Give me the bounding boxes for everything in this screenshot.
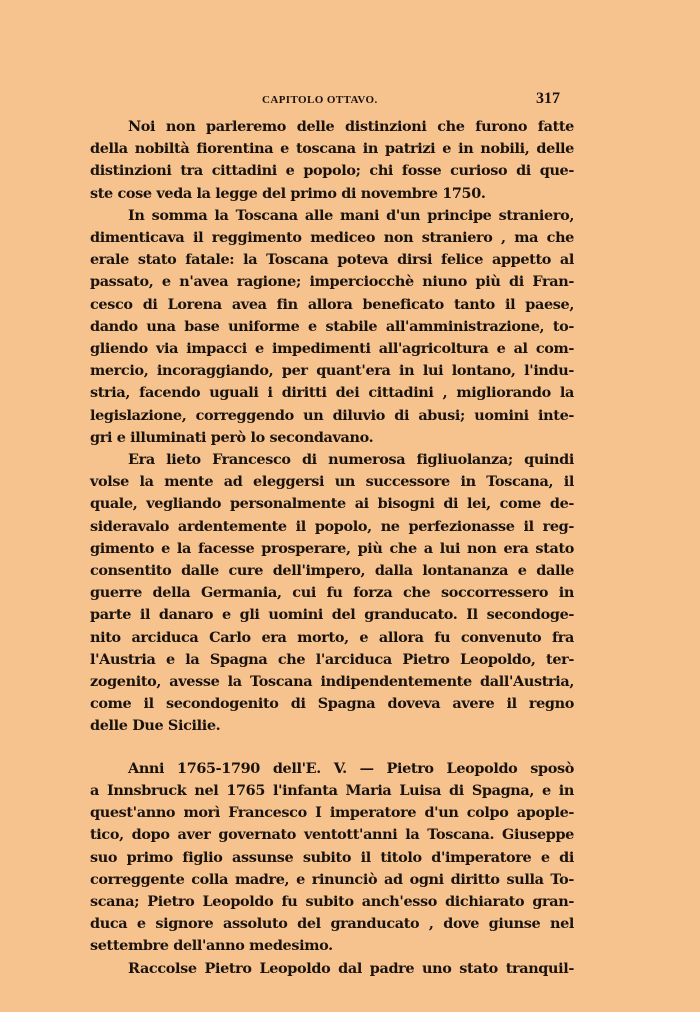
text-line: passato, e n'avea ragione; imperciocchè niuno più di Fran- bbox=[90, 273, 574, 291]
text-line: l'Austria e la Spagna che l'arciduca Pietro Leopoldo, ter- bbox=[90, 650, 574, 668]
page-number: 317 bbox=[536, 90, 560, 107]
text-line: ste cose veda la legge del primo di novembre 1750. bbox=[90, 184, 486, 202]
paragraph-2 bbox=[90, 205, 574, 449]
text-line: a Innsbruck nel 1765 l'infanta Maria Luisa di Spagna, e in bbox=[90, 781, 574, 799]
text-line: delle Due Sicilie. bbox=[90, 717, 221, 735]
text-line: nito arciduca Carlo era morto, e allora fu convenuto fra bbox=[90, 628, 574, 646]
text-line: Raccolse Pietro Leopoldo dal padre uno stato tranquil- bbox=[128, 959, 574, 977]
paragraph-3 bbox=[90, 449, 574, 738]
paragraph-1 bbox=[90, 116, 574, 205]
text-line: suo primo figlio assunse subito il titolo d'imperatore e di bbox=[90, 848, 574, 866]
text-line: scana; Pietro Leopoldo fu subito anch'esso dichiarato gran- bbox=[90, 892, 574, 910]
text-line: correggente colla madre, e rinunciò ad ogni diritto sulla To- bbox=[90, 870, 574, 888]
text-line: tico, dopo aver governato ventott'anni la Toscana. Giuseppe bbox=[90, 826, 574, 844]
text-line: consentito dalle cure dell'impero, dalla lontananza e dalle bbox=[90, 562, 574, 580]
text-line: erale stato fatale: la Toscana poteva dirsi felice appetto al bbox=[90, 251, 574, 269]
text-line: gri e illuminati però lo secondavano. bbox=[90, 428, 374, 446]
text-line: gimento e la facesse prosperare, più che a lui non era stato bbox=[90, 539, 574, 557]
text-line: quale, vegliando personalmente ai bisogni di lei, come de- bbox=[90, 495, 574, 513]
body-text bbox=[90, 116, 574, 980]
text-line: della nobiltà fiorentina e toscana in patrizi e in nobili, delle bbox=[90, 140, 574, 158]
book-page bbox=[90, 90, 574, 980]
text-line: dimenticava il reggimento mediceo non straniero , ma che bbox=[90, 229, 574, 247]
text-line: duca e signore assoluto del granducato , dove giunse nel bbox=[90, 915, 574, 933]
text-line: Noi non parleremo delle distinzioni che furono fatte bbox=[128, 118, 574, 135]
text-line: cesco di Lorena avea fin allora beneficato tanto il paese, bbox=[90, 295, 574, 313]
text-line: legislazione, correggendo un diluvio di abusi; uomini inte- bbox=[90, 406, 574, 424]
chapter-title: CAPITOLO OTTAVO. bbox=[262, 94, 378, 106]
text-line: settembre dell'anno medesimo. bbox=[90, 937, 333, 955]
text-line: sideravalo ardentemente il popolo, ne perfezionasse il reg- bbox=[90, 517, 574, 535]
paragraph-4 bbox=[90, 758, 574, 958]
section-gap bbox=[90, 738, 574, 758]
text-line: quest'anno morì Francesco I imperatore d'un colpo apople- bbox=[90, 804, 574, 822]
text-line: come il secondogenito di Spagna doveva avere il regno bbox=[90, 695, 574, 713]
text-line: gliendo via impacci e impedimenti all'agricoltura e al com- bbox=[90, 340, 574, 358]
paragraph-5 bbox=[90, 958, 574, 980]
text-line: dando una base uniforme e stabile all'amministrazione, to- bbox=[90, 317, 574, 335]
text-line: guerre della Germania, cui fu forza che soccorressero in bbox=[90, 584, 574, 602]
text-line: In somma la Toscana alle mani d'un principe straniero, bbox=[128, 206, 574, 224]
running-header bbox=[90, 90, 574, 116]
text-line: Anni 1765-1790 dell'E. V. — Pietro Leopoldo sposò bbox=[128, 759, 574, 777]
text-line: Era lieto Francesco di numerosa figliuolanza; quindi bbox=[128, 451, 574, 469]
text-line: zogenito, avesse la Toscana indipendentemente dall'Austria, bbox=[90, 673, 574, 691]
text-line: mercio, incoraggiando, per quant'era in lui lontano, l'indu- bbox=[90, 362, 574, 380]
text-line: volse la mente ad eleggersi un successore in Toscana, il bbox=[90, 473, 574, 491]
text-line: distinzioni tra cittadini e popolo; chi fosse curioso di que- bbox=[90, 162, 574, 180]
text-line: stria, facendo uguali i diritti dei cittadini , migliorando la bbox=[90, 384, 574, 402]
text-line: parte il danaro e gli uomini del granducato. Il secondoge- bbox=[90, 606, 574, 624]
